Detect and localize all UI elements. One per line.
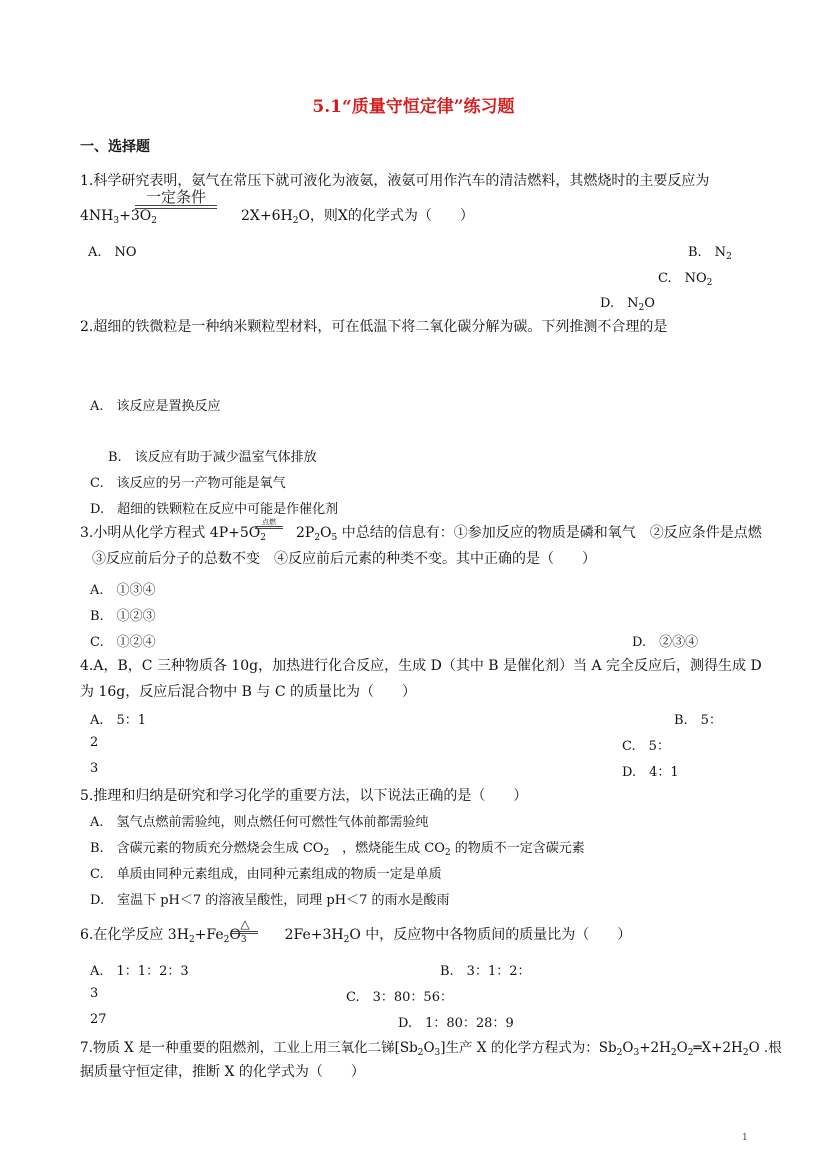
- q1-option-a: A. NO: [88, 245, 137, 260]
- q2-option-c: C. 该反应的另一产物可能是氧气: [90, 476, 286, 491]
- q3-option-d: D. ②③④: [632, 635, 699, 650]
- q3-option-a: A. ①③④: [90, 583, 156, 598]
- q1-stem: 1.科学研究表明，氨气在常压下就可液化为液氨，液氨可用作汽车的清洁燃料，其燃烧时的主要反应为: [80, 173, 710, 189]
- q4-option-b: B. 5：: [674, 713, 722, 728]
- q4-option-b-continued: 2: [90, 735, 99, 750]
- q2-option-a: A. 该反应是置换反应: [90, 399, 221, 414]
- q5-option-a: A. 氢气点燃前需验纯，则点燃任何可燃性气体前都需验纯: [90, 815, 429, 830]
- q2-stem: 2.超细的铁微粒是一种纳米颗粒型材料，可在低温下将二氧化碳分解为碳。下列推测不合理的是: [80, 319, 668, 335]
- section-heading: 一、选择题: [80, 139, 150, 155]
- q5-stem: 5.推理和归纳是研究和学习化学的重要方法，以下说法正确的是（ ）: [80, 788, 528, 804]
- q6-option-d: D. 1：80：28：9: [398, 1016, 514, 1031]
- page-number: 1: [742, 1133, 748, 1143]
- q6-option-c: C. 3：80：56：: [346, 990, 453, 1005]
- q3-stem-line2: ③反应前后分子的总数不变 ④反应前后元素的种类不变。其中正确的是（ ）: [92, 551, 596, 567]
- q1-reaction-condition: 一定条件: [135, 190, 217, 209]
- q6-heat-symbol: △: [232, 918, 258, 934]
- q3-option-b: B. ①②③: [90, 609, 156, 624]
- page-title: 5.1“质量守恒定律”练习题: [312, 97, 515, 117]
- q3-reaction-condition: 点燃: [255, 518, 283, 529]
- q3-option-c: C. ①②④: [90, 635, 156, 650]
- q1-option-d: D. $N_2O$: [600, 296, 655, 313]
- q4-stem-line1: 4.A，B，C 三种物质各 10g，加热进行化合反应，生成 D（其中 B 是催化剂）当 A 完全反应后，测得生成 D: [80, 658, 762, 674]
- q4-option-c-continued: 3: [90, 761, 99, 776]
- q1-eq-right: $2X+6H_2O$，则X的化学式为（ ）: [240, 208, 474, 226]
- q4-option-a: A. 5：1: [90, 713, 147, 728]
- q7-stem-line1: 7.物质 X 是一种重要的阻燃剂，工业上用三氧化二锑$[Sb_2O_3]$生产 X 的化学方程式为：$Sb_2O_3+2H_2O_2═X+2H_2O$ .根: [80, 1040, 782, 1058]
- q7-stem-line2: 据质量守恒定律，推断 X 的化学式为（ ）: [80, 1064, 365, 1080]
- q6-option-a-continued: 3: [90, 986, 99, 1001]
- q1-option-b: B. $N_2$: [688, 245, 732, 262]
- q1-eq-left: $4NH_3+3O_2$: [80, 208, 157, 226]
- q6-stem: 6.在化学反应 $3H_2+Fe_2O_3$ $2Fe+3H_2O$ 中，反应物中各物质间的质量比为（ ）: [80, 927, 632, 945]
- q5-option-d: D. 室温下 pH＜7 的溶液呈酸性，同理 pH＜7 的雨水是酸雨: [90, 893, 450, 908]
- q3-stem-line1: 3.小明从化学方程式 $4P+5O_2$ $2P_2O_5$ 中总结的信息有：①参加反应的物质是磷和氧气 ②反应条件是点燃: [80, 525, 762, 543]
- q6-option-c-continued: 27: [90, 1012, 107, 1027]
- q5-option-b: B. 含碳元素的物质充分燃烧会生成 $CO_2$ ，燃烧能生成 $CO_2$ 的物质不一定含碳元素: [90, 841, 585, 858]
- q4-stem-line2: 为 16g，反应后混合物中 B 与 C 的质量比为（ ）: [80, 684, 417, 700]
- q6-option-a: A. 1：1：2：3: [90, 964, 189, 979]
- q5-option-c: C. 单质由同种元素组成，由同种元素组成的物质一定是单质: [90, 867, 442, 882]
- q2-option-b: B. 该反应有助于减少温室气体排放: [108, 450, 317, 465]
- q6-option-b: B. 3：1：2：: [440, 964, 531, 979]
- q4-option-d: D. 4：1: [622, 765, 679, 780]
- q2-option-d: D. 超细的铁颗粒在反应中可能是作催化剂: [90, 502, 339, 517]
- q4-option-c: C. 5：: [622, 739, 670, 754]
- q1-option-c: C. $NO_2$: [658, 271, 713, 288]
